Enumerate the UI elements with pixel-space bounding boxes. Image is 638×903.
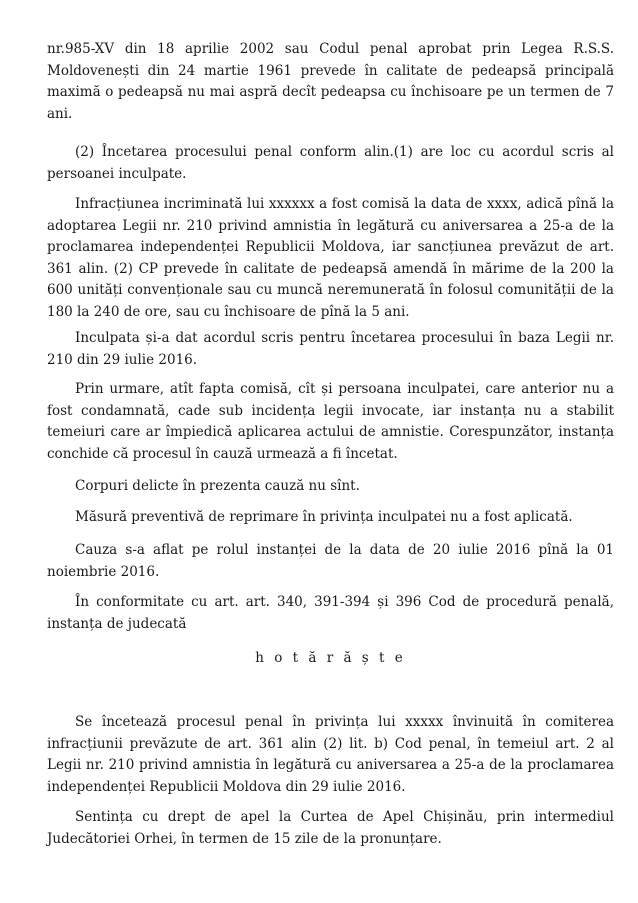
paragraph-preventive-measure: Măsură preventivă de reprimare în privința inculpatei nu a fost aplicată. — [75, 509, 573, 525]
paragraph-accused-consent: Inculpata și-a dat acordul scris pentru încetarea procesului în baza Legii nr. 210 din 29 iulie 2016. — [47, 330, 614, 368]
paragraph-conclusion: Prin urmare, atît fapta comisă, cît și persoana inculpatei, care anterior nu a fost condamnată, cade sub incidența legii invocate, iar instanța nu a stabilit temeiuri care ar împiedică aplicarea actului de amnistie. Corespunzător, instanța conchide că procesul în cauză urmează a fi încetat. — [47, 381, 614, 462]
paragraph-case-period: Cauza s-a aflat pe rolul instanței de la data de 20 iulie 2016 pînă la 01 noiembrie 2016. — [47, 542, 614, 580]
paragraph-offense: Infracțiunea incriminată lui xxxxxx a fost comisă la data de xxxx, adică pînă la adoptarea Legii nr. 210 privind amnistia în legătură cu aniversarea a 25-a de la proclamarea independenței Republicii Moldova, iar sancțiunea prevăzut de art. 361 alin. (2) CP prevede în calitate de pedeapsă amendă în mărime de la 200 la 600 unități convenționale sau cu muncă neremunerată în folosul comunității de la 180 la 240 de ore, sau cu închisoare de pînă la 5 ani. — [47, 196, 614, 320]
paragraph-appeal: Sentința cu drept de apel la Curtea de Apel Chișinău, prin intermediul Judecătoriei Orhei, în termen de 15 zile de la pronunțare. — [47, 809, 614, 847]
paragraph-verdict: Se încetează procesul penal în privința lui xxxxx învinuită în comiterea infracțiunii prevăzute de art. 361 alin (2) lit. b) Cod penal, în temeiul art. 2 al Legii nr. 210 privind amnistia în legătură cu aniversarea a 25-a de la proclamarea independenței Republicii Moldova din 29 iulie 2016. — [47, 714, 614, 795]
verdict-heading: h o t ă r ă ș t e — [255, 650, 406, 666]
paragraph-evidence: Corpuri delicte în prezenta cauză nu sînt. — [75, 478, 360, 494]
paragraph-legal-basis: În conformitate cu art. art. 340, 391-394 și 396 Cod de procedură penală, instanța de judecată — [47, 594, 614, 632]
paragraph-consent: (2) Încetarea procesului penal conform alin.(1) are loc cu acordul scris al persoanei inculpate. — [47, 144, 614, 182]
paragraph-penal-code: nr.985-XV din 18 aprilie 2002 sau Codul penal aprobat prin Legea R.S.S. Moldovenești din 24 martie 1961 prevede în calitate de pedeapsă principală maximă o pedeapsă nu mai aspră decît pedeapsa cu închisoare pe un termen de 7 ani. — [47, 41, 614, 122]
